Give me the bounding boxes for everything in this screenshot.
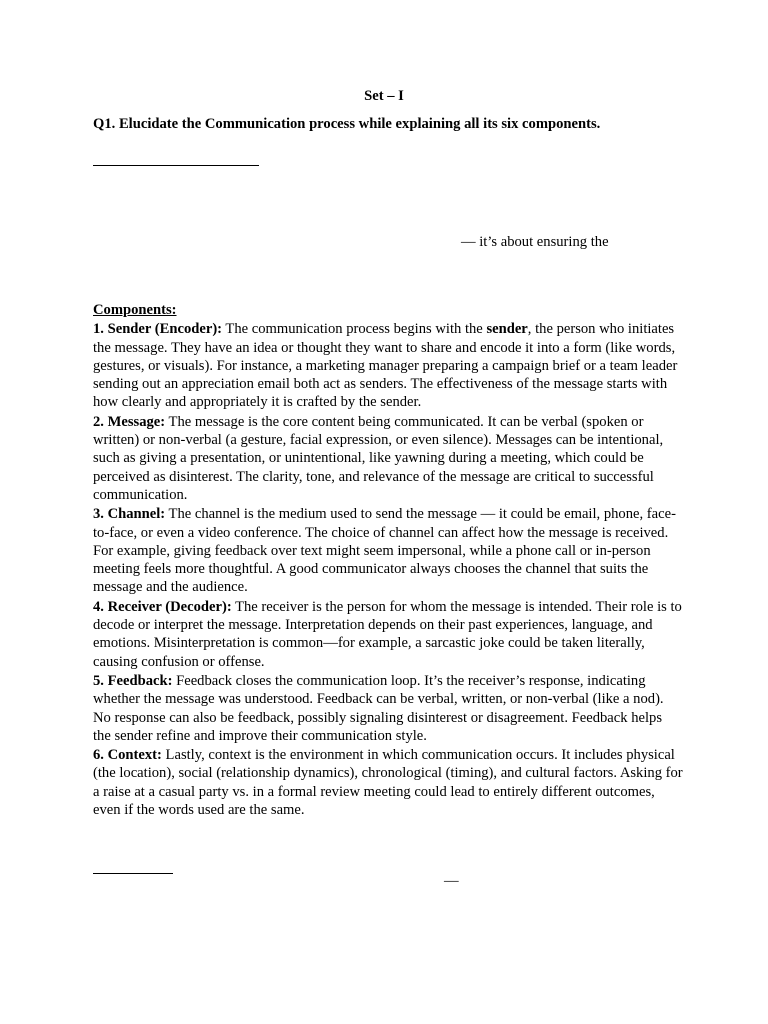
component-label: 3. Channel: [93,506,166,523]
components-section [93,301,683,820]
component-label: 1. Sender (Encoder): [93,321,223,338]
component-text: Lastly, context is the environment in which communication occurs. It includes physical (the location), social (relationship dynamics), chronological (timing), and cultural factors. Asking for a raise at a casual party vs. in a formal review meeting could lead to entirely different outcomes, even if the words used are the same. [93,747,683,819]
component-sender [93,320,683,411]
underline-rule [93,165,259,166]
component-text: The channel is the medium used to send the message — it could be email, phone, face-to-face, or even a video conference. The choice of channel can affect how the message is received. For example, giving feedback over text might seem impersonal, while a phone call or in-person meeting feels more thoughtful. A good communicator always chooses the channel that suits the message and the audience. [93,506,676,596]
component-text: The message is the core content being communicated. It can be verbal (spoken or written) or non-verbal (a gesture, facial expression, or even silence). Messages can be intentional, such as giving a presentation, or unintentional, like yawning during a meeting, which could be perceived as disinterest. The clarity, tone, and relevance of the message are critical to successful communication. [93,413,664,503]
component-label: 5. Feedback: [93,672,173,689]
component-label: 6. Context: [93,747,162,764]
component-label: 2. Message: [93,413,166,430]
component-context [93,746,683,819]
component-bold-word: sender [486,321,528,338]
component-channel [93,505,683,596]
component-feedback [93,672,683,745]
short-underline-rule [93,873,173,874]
component-label: 4. Receiver (Decoder): [93,598,232,615]
component-text: The receiver is the person for whom the message is intended. Their role is to decode or interpret the message. Interpretation depends on their past experiences, language, and emotions. Misinterpretation is common—for example, a sarcastic joke could be taken literally, causing confusion or offense. [93,598,682,670]
component-text: Feedback closes the communication loop. It’s the receiver’s response, indicating whether the message was understood. Feedback can be verbal, written, or non-verbal (like a nod). No response can also be feedback, possibly signaling disinterest or disagreement. Feedback helps the sender refine and improve their communication style. [93,672,664,744]
question-heading: Q1. Elucidate the Communication process while explaining all its six components. [93,116,601,132]
trailing-dash: — [444,873,459,889]
text-fragment: — it’s about ensuring the [461,234,609,250]
components-heading: Components: [93,302,177,318]
component-text: The communication process begins with the [222,321,487,338]
component-message [93,413,683,504]
set-title: Set – I [364,88,404,104]
component-receiver [93,598,683,671]
component-text: , the person who initiates the message. They have an idea or thought they want to share and encode it into a form (like words, gestures, or visuals). For instance, a marketing manager preparing a campaign brief or a team leader sending out an appreciation email both act as senders. The effectiveness of the message starts with how clearly and appropriately it is crafted by the sender. [93,321,678,411]
